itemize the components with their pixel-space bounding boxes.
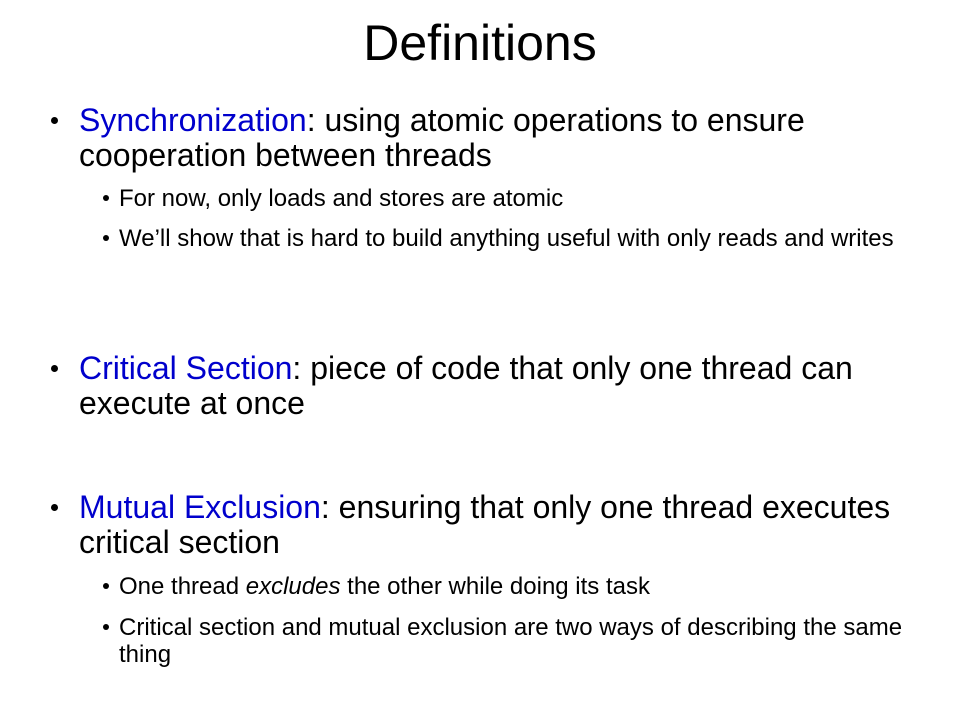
term-synchronization: Synchronization (79, 102, 307, 138)
bullet-text (79, 103, 939, 173)
subbullet-dot-icon (103, 195, 109, 201)
definition-synchronization: : using atomic operations to ensure cooperation between threads (79, 102, 805, 173)
subbullet-text-before: One thread (119, 573, 246, 600)
bullet-dot-icon (51, 117, 58, 124)
subbullet-emphasis: excludes (245, 573, 341, 600)
subbullet-text: For now, only loads and stores are atomic (119, 185, 564, 212)
subbullet-text: We’ll show that is hard to build anything useful with only reads and writes (119, 225, 894, 252)
term-critical-section: Critical Section (79, 350, 293, 386)
bullet-text (79, 490, 939, 560)
subbullet-text: Critical section and mutual exclusion are two ways of describing the same thing (119, 614, 903, 668)
slide-title: Definitions (363, 15, 597, 71)
bullet-text (79, 351, 939, 421)
definition-mutual-exclusion: : ensuring that only one thread executes critical section (79, 489, 891, 560)
subbullet-dot-icon (103, 235, 109, 241)
bullet-dot-icon (51, 504, 58, 511)
definition-critical-section: : piece of code that only one thread can execute at once (79, 350, 853, 421)
subbullet-dot-icon (103, 583, 109, 589)
bullet-dot-icon (51, 365, 58, 372)
subbullet-text (119, 573, 929, 600)
subbullet-dot-icon (103, 624, 109, 630)
subbullet-text-after: the other while doing its task (340, 573, 650, 600)
term-mutual-exclusion: Mutual Exclusion (79, 489, 321, 525)
